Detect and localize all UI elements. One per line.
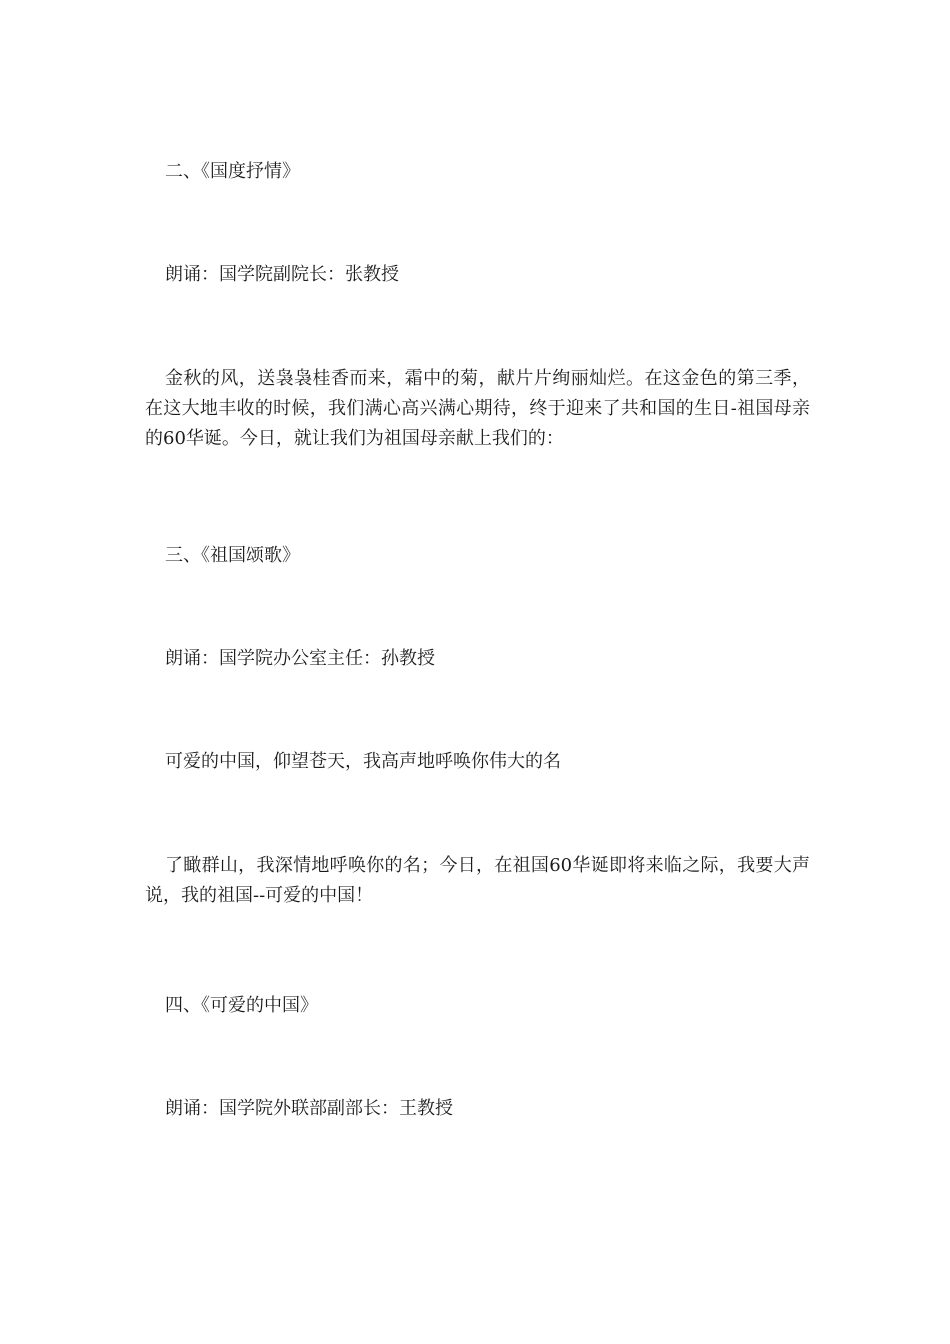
body-paragraph-2: 金秋的风，送袅袅桂香而来，霜中的菊，献片片绚丽灿烂。在这金色的第三季，在这大地丰收的时候，我们满心高兴满心期待，终于迎来了共和国的生日-祖国母亲的60华诞。今日，就让我们为祖国母亲献上我们的： — [145, 368, 810, 449]
section-heading-3: 三、《祖国颂歌》 — [165, 545, 300, 566]
section-heading-2: 二、《国度抒情》 — [165, 161, 300, 182]
section-heading-4: 四、《可爱的中国》 — [165, 995, 318, 1016]
reciter-line-4: 朗诵：国学院外联部副部长：王教授 — [165, 1098, 453, 1119]
reciter-line-2: 朗诵：国学院副院长：张教授 — [165, 264, 399, 285]
body-paragraph-3b: 了瞰群山，我深情地呼唤你的名；今日，在祖国60华诞即将来临之际，我要大声说，我的祖国--可爱的中国！ — [145, 855, 810, 906]
reciter-line-3: 朗诵：国学院办公室主任：孙教授 — [165, 648, 435, 669]
body-paragraph-3a: 可爱的中国，仰望苍天，我高声地呼唤你伟大的名 — [165, 751, 561, 772]
